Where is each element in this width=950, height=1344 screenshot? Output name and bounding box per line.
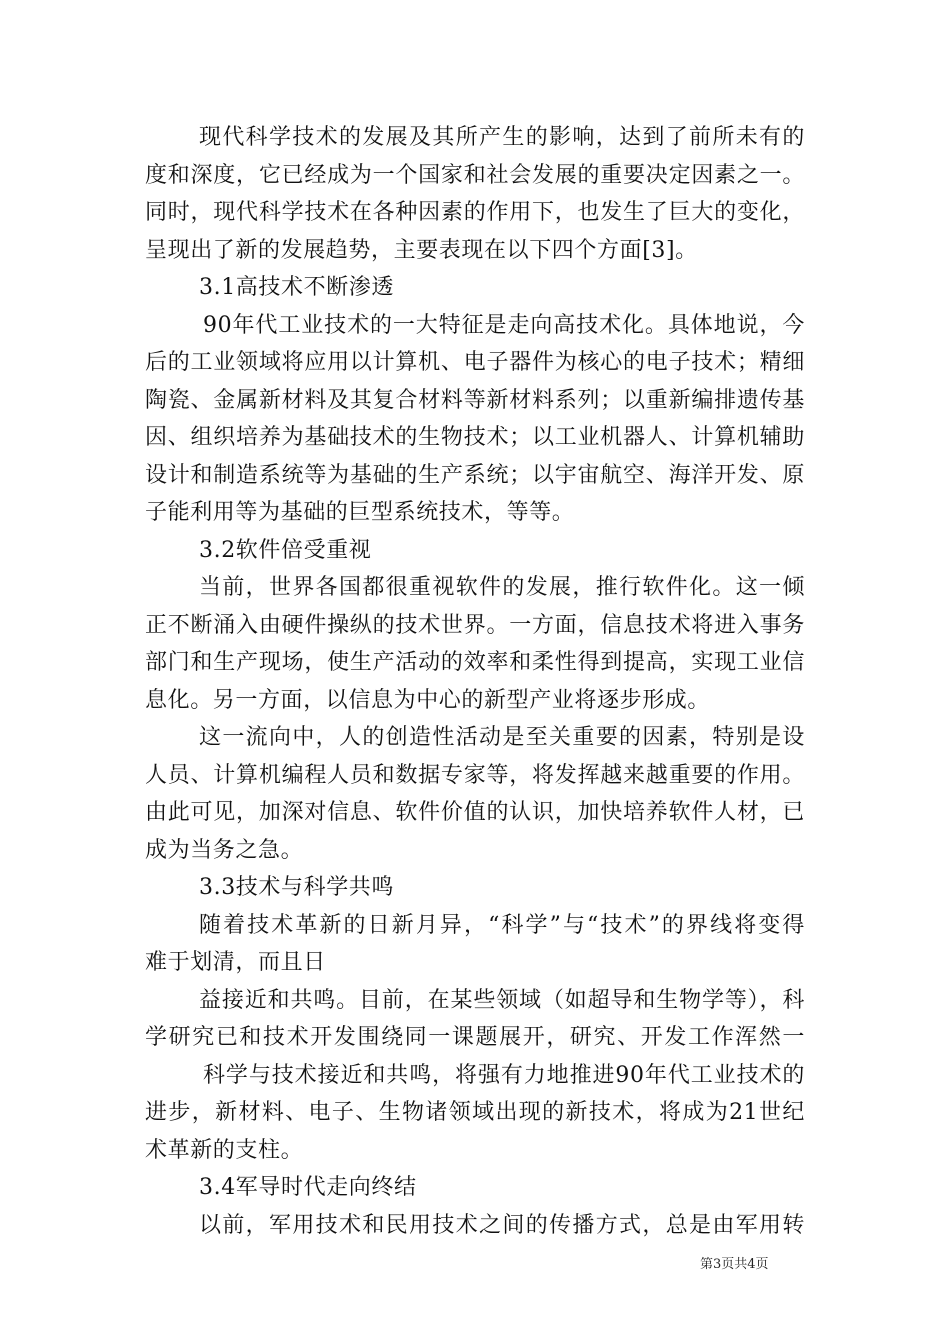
text-line: 设计和制造系统等为基础的生产系统；以宇宙航空、海洋开发、原 [145, 462, 805, 488]
text-line: 术革新的支柱。 [145, 1137, 304, 1163]
text-line: 息化。另一方面，以信息为中心的新型产业将逐步形成。 [145, 687, 711, 713]
section-heading: 3.3技术与科学共鸣 [199, 875, 394, 900]
text-line: 度和深度，它已经成为一个国家和社会发展的重要决定因素之一。 [145, 162, 805, 188]
text-line: 同时，现代科学技术在各种因素的作用下，也发生了巨大的变化， [145, 200, 805, 225]
page-number-footer: 第3页共4页 [700, 1257, 769, 1272]
text-line: 后的工业领域将应用以计算机、电子器件为核心的电子技术；精细 [145, 350, 805, 375]
text-line: 学研究已和技术开发围绕同一课题展开，研究、开发工作浑然一 [145, 1025, 805, 1050]
text-line: 陶瓷、金属新材料及其复合材料等新材料系列；以重新编排遗传基 [145, 387, 805, 413]
text-line: 以前，军用技术和民用技术之间的传播方式，总是由军用转 [199, 1212, 805, 1238]
text-line: 当前，世界各国都很重视软件的发展，推行软件化。这一倾 [199, 575, 805, 600]
text-line: 人员、计算机编程人员和数据专家等，将发挥越来越重要的作用。 [145, 762, 805, 788]
text-line: 益接近和共鸣。目前，在某些领域（如超导和生物学等），科 [199, 987, 805, 1013]
text-line: 难于划清，而且日 [145, 950, 326, 975]
text-line: 由此可见，加深对信息、软件价值的认识，加快培养软件人材，已 [145, 800, 805, 825]
text-line: 成为当务之急。 [145, 837, 304, 863]
text-line: 呈现出了新的发展趋势，主要表现在以下四个方面[3]。 [145, 237, 698, 263]
section-heading: 3.4军导时代走向终结 [199, 1175, 417, 1200]
text-line: 进步，新材料、电子、生物诸领域出现的新技术，将成为21世纪 [145, 1100, 805, 1125]
text-line: 子能利用等为基础的巨型系统技术，等等。 [145, 500, 575, 525]
document-body [145, 119, 805, 1244]
text-line: 这一流向中，人的创造性活动是至关重要的因素，特别是设 [199, 725, 805, 750]
section-heading: 3.1高技术不断渗透 [199, 275, 394, 300]
text-line: 科学与技术接近和共鸣，将强有力地推进90年代工业技术的 [203, 1062, 805, 1088]
text-line: 部门和生产现场，使生产活动的效率和柔性得到提高，实现工业信 [145, 650, 805, 675]
section-heading: 3.2软件倍受重视 [199, 537, 372, 563]
text-line: 随着技术革新的日新月异，“科学”与“技术”的界线将变得 [199, 912, 805, 938]
text-line: 现代科学技术的发展及其所产生的影响，达到了前所未有的 [199, 125, 805, 150]
text-line: 正不断涌入由硬件操纵的技术世界。一方面，信息技术将进入事务 [145, 612, 805, 638]
text-line: 90年代工业技术的一大特征是走向高技术化。具体地说，今 [203, 312, 805, 338]
text-line: 因、组织培养为基础技术的生物技术；以工业机器人、计算机辅助 [145, 425, 805, 450]
